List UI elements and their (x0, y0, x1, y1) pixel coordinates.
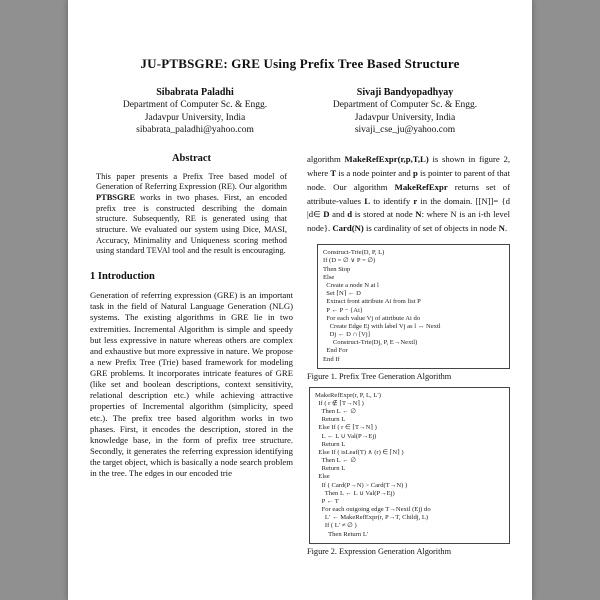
author-row (90, 86, 510, 137)
author-affiliation: Jadavpur University, India (144, 112, 246, 123)
author-block-left (90, 86, 300, 137)
body-paragraph (307, 153, 510, 237)
code-line: Else If ( isLeaf(T) ∧ (r) ∈ ⌈N⌉ ) (315, 448, 404, 456)
abstract-text (90, 172, 293, 257)
code-line: Then L ← L ∪ Val(P→Ej) (315, 489, 395, 497)
author-affiliation: Department of Computer Sc. & Engg. (332, 100, 478, 111)
code-line: L ← L ∪ Val(P→Ej) (315, 432, 377, 440)
code-line: L′ ← MakeRefExpr(r, P→T, Childj, L) (315, 514, 429, 522)
code-line: Else (315, 473, 330, 481)
code-line: Return L (315, 465, 346, 473)
figure-1-caption: Figure 1. Prefix Tree Generation Algorithm (307, 371, 452, 381)
code-line: End For (323, 347, 348, 355)
code-line: End If (323, 355, 340, 363)
code-line: P ← P − {Ai} (323, 306, 363, 314)
text-segment: This paper presents a Prefix Tree based model of Generation of Referring Expression (RE). Our algorithm (96, 171, 287, 192)
text-segment: is cardinality of set of objects in node (363, 223, 499, 234)
author-affiliation: Department of Computer Sc. & Engg. (122, 100, 268, 111)
code-line: For each value Vj of attribute Ai do (323, 314, 421, 322)
author-email: sibabrata_paladhi@yahoo.com (136, 125, 254, 136)
emphasized-term: L (364, 195, 371, 206)
author-affiliation: Jadavpur University, India (354, 112, 456, 123)
code-line: Extract front attribute Ai from list P (323, 298, 421, 306)
code-line: Dj ← D ∩ [Vj] (323, 331, 370, 339)
text-segment: . (504, 223, 508, 234)
text-segment: : where N is an i-th level node}. (307, 209, 511, 234)
code-line: Then Return L′ (315, 530, 369, 538)
two-column-layout (90, 153, 510, 562)
text-segment: and (329, 209, 348, 220)
emphasized-term: MakeRefExpr (394, 181, 448, 192)
text-segment: in the domain. [[N]]= {d |d∈ (307, 195, 510, 220)
emphasized-term: N (415, 209, 422, 220)
text-segment: is shown in figure 2, where (307, 153, 510, 178)
text-segment: to identify (370, 195, 414, 206)
emphasized-term: d (347, 209, 353, 220)
code-line: Then L ← ∅ (315, 457, 357, 465)
code-line: MakeRefExpr(r, P, L, L′) (315, 391, 381, 399)
text-segment: is a node pointer and (336, 167, 413, 178)
code-line: Then L ← ∅ (315, 408, 357, 416)
code-line: Return L (315, 440, 346, 448)
code-line: Create Edge Ej with label Vj as l ↔ Nextl (323, 322, 441, 330)
left-column (90, 153, 293, 562)
emphasized-term: p (412, 167, 418, 178)
emphasized-term: T (330, 167, 337, 178)
code-line: P ← T (315, 497, 339, 505)
page-title: JU-PTBSGRE: GRE Using Prefix Tree Based Structure (140, 56, 460, 71)
code-line: Then Stop (323, 265, 351, 273)
code-line: Set ⌈N⌉ ← D (323, 290, 361, 298)
emphasized-term: N (498, 223, 505, 234)
author-name: Sibabrata Paladhi (156, 87, 234, 98)
emphasized-term: Card(N) (332, 223, 364, 234)
text-segment: algorithm (307, 153, 345, 164)
code-line: If ( r ∉ ⌈T→N⌉ ) (315, 399, 364, 407)
code-line: Else If ( r ∈ ⌈T→N⌉ ) (315, 424, 377, 432)
author-block-right (300, 86, 510, 137)
abstract-heading: Abstract (171, 152, 212, 164)
code-line: For each outgoing edge T→Nextl (Ej) do (315, 506, 431, 514)
document-page (68, 0, 532, 600)
code-line: If ( Card(P→N) > Card(T→N) ) (315, 481, 408, 489)
code-line: Construct-Trie(Dj, P, E→Nextl) (323, 339, 418, 347)
text-segment: is pointer to parent of that node. Our algorithm (307, 167, 510, 192)
section-heading-introduction: 1 Introduction (90, 271, 155, 283)
text-segment: works in two phases. First, an encoded prefix tree is constructed describing the domain structure. Subsequently, RE is generated using that structure. We evaluated our system using Dice, MASI, Accuracy, Minimality and Uniqueness scoring method using standard TEVAl tool and the result is encouraging. (96, 193, 287, 256)
emphasized-term: D (323, 209, 330, 220)
figure-2-pseudocode-box (309, 387, 510, 544)
right-column (307, 153, 510, 562)
emphasized-term: r (413, 195, 418, 206)
code-line: Return L (315, 416, 346, 424)
code-line: Else (323, 273, 335, 281)
introduction-text: Generation of referring expression (GRE) is an important task in the field of Natural Language Generation (NLG) systems. The existing algorithms in GRE lie in two extremities. Incremental Algorithm is simple and speedy but less expressive in nature whereas others are complex and exhaustive but more expressive in nature. We propose a new Prefix Tree (Trie) based framework for modeling GRE problems. It incorporates intricate features of GRE (like set and boolean descriptions, context sensitivity, relational description etc.) while achieving attractive properties of Incremental algorithm (simplicity, speed etc.). The prefix tree based algorithm works in two phases. First, it encodes the description, stored in the knowledge base, in the form of prefix tree structure. Secondly, it generates the referring expression identifying the target object, which is basically a node search problem in the tree. The edges in our encoded trie (90, 290, 293, 479)
emphasized-term: PTBSGRE (96, 193, 136, 203)
code-line: If ( L′ ≠ ∅ ) (315, 522, 357, 530)
code-line: If (D = ∅ ∨ P = ∅) (323, 257, 376, 265)
figure-2-caption: Figure 2. Expression Generation Algorithm (307, 546, 452, 556)
author-email: sivaji_cse_ju@yahoo.com (354, 125, 456, 136)
author-name: Sivaji Bandyopadhyay (356, 87, 454, 98)
code-line: Construct-Trie(D, P, L) (323, 249, 385, 257)
figure-1-pseudocode-box (317, 244, 510, 368)
text-segment: is stored at node (352, 209, 416, 220)
emphasized-term: MakeRefExpr(r,p,T,L) (344, 153, 429, 164)
text-segment: returns set of attribute-values (307, 181, 510, 206)
code-line: Create a node N at l (323, 282, 379, 289)
